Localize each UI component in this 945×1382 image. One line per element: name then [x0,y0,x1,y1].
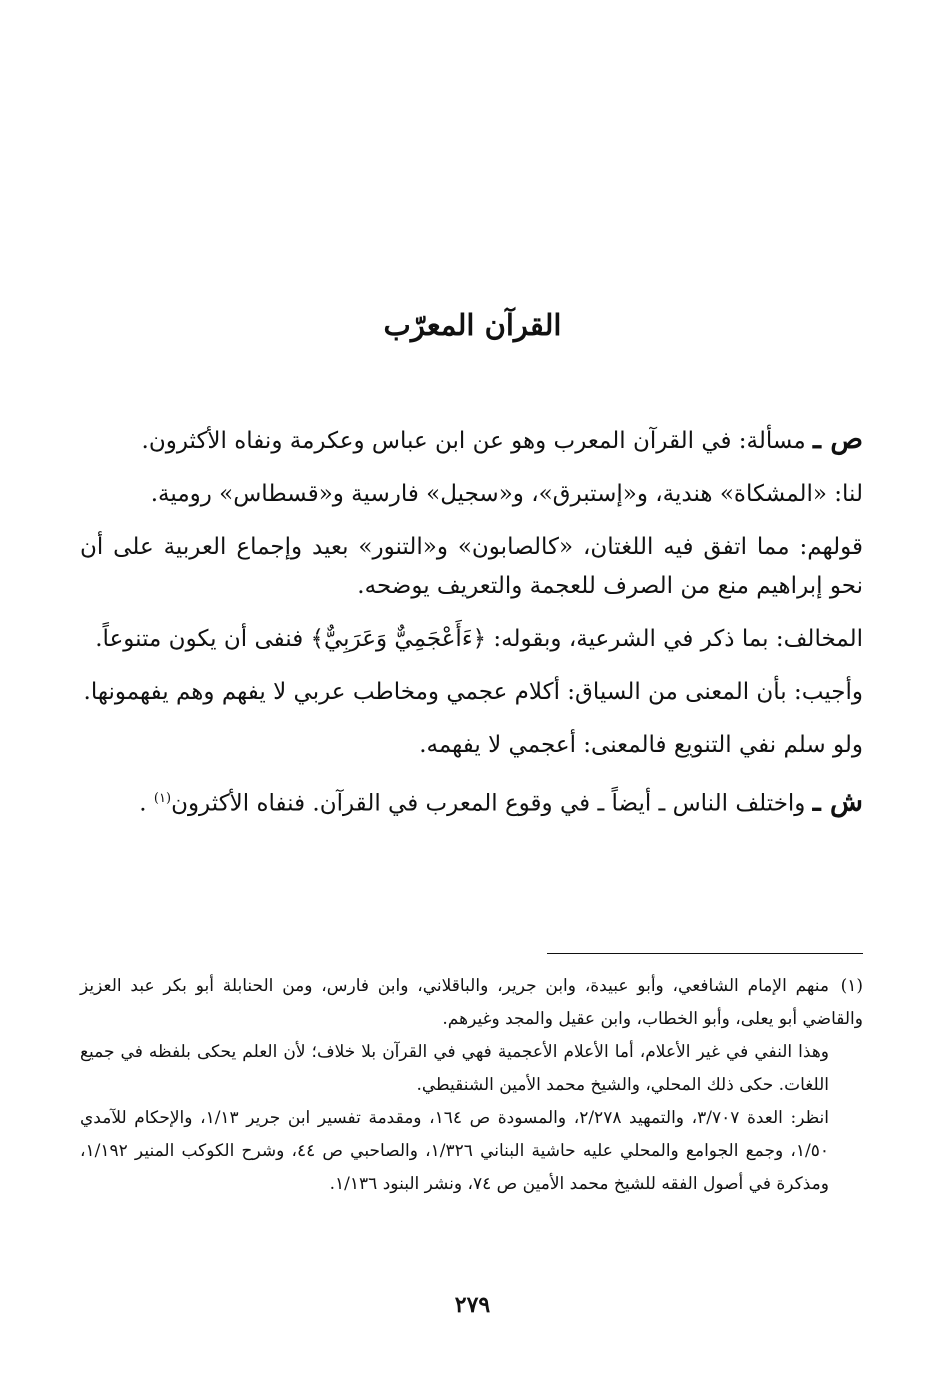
footnotes [80,970,863,1201]
paragraph-5: وأجيب: بأن المعنى من السياق: أكلام عجمي ومخاطب عربي لا يفهم وهم يفهمونها. [83,679,863,705]
footnote-number: (١) [840,976,863,996]
paragraph-4: المخالف: بما ذكر في الشرعية، وبقوله: ﴿ءَأَعْجَمِيٌّ وَعَرَبِيٌّ﴾ فنفى أن يكون متنوعاً. [95,626,863,652]
footnote-reference[interactable]: (١) [153,791,172,806]
main-text [80,420,863,838]
paragraph-marker: ش ـ [812,786,863,818]
page-title: القرآن المعرّب [383,308,562,342]
paragraph-7: ش ـ واختلف الناس ـ أيضاً ـ في وقوع المعرب في القرآن. فنفاه الأكثرون$^{(١)}$ . [139,786,863,818]
page-number: ٢٧٩ [454,1292,491,1318]
paragraph-marker: ص ـ [813,424,863,455]
paragraph-6: ولو سلم نفي التنويع فالمعنى: أعجمي لا يفهمه. [419,732,863,758]
footnote-1-references: انظر: العدة ٣/٧٠٧، والتمهيد ٢/٢٧٨، والمسودة ص ١٦٤، ومقدمة تفسير ابن جرير ١/١٣، والإحكام للآمدي ١/٥٠، وجمع الجوامع والمحلي عليه حاشية البناني ١/٣٢٦، والصاحبي ص ٤٤، وشرح الكوكب المنير ١/١٩٢، ومذكرة في أصول الفقه للشيخ محمد الأمين ص ٧٤، ونشر البنود ١/١٣٦. [80,1108,830,1194]
footnote-1-continued: وهذا النفي في غير الأعلام، أما الأعلام الأعجمية فهي في القرآن بلا خلاف؛ لأن العلم يحكى بلفظه في جميع اللغات. حكى ذلك المحلي، والشيخ محمد الأمين الشنقيطي. [80,1042,829,1095]
footnote-divider [547,953,863,954]
footnote-1: (١)منهم الإمام الشافعي، وأبو عبيدة، وابن جرير، والباقلاني، وابن فارس، ومن الحنابلة أبو بكر عبد العزيز والقاضي أبو يعلى، وأبو الخطاب، وابن عقيل والمجد وغيرهم. [80,970,863,1036]
paragraph-3: قولهم: مما اتفق فيه اللغتان، «كالصابون» و«التنور» بعيد وإجماع العربية على أن نحو إبراهيم منع من الصرف للعجمة والتعريف يوضحه. [80,534,863,599]
paragraph-1: ص ـ مسألة: في القرآن المعرب وهو عن ابن عباس وعكرمة ونفاه الأكثرون. [141,424,863,455]
paragraph-2: لنا: «المشكاة» هندية، و«إستبرق»، و«سجيل» فارسية و«قسطاس» رومية. [150,481,863,507]
